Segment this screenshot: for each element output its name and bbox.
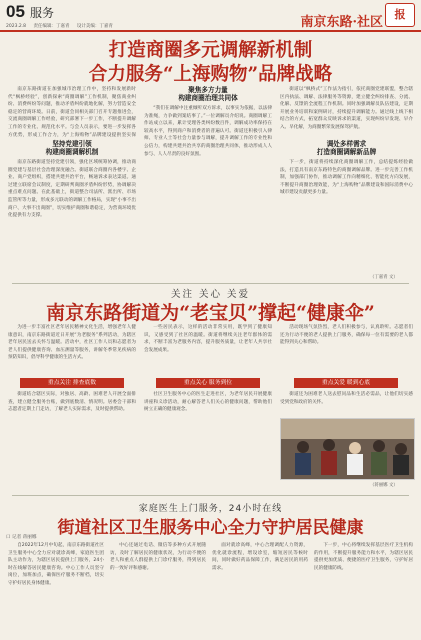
article2-pill-1: 重点关注 排查底数 (20, 378, 124, 388)
newspaper-logo: 报 (385, 3, 415, 27)
article3-column1: 自2022年12月中旬起，南京东路街道社区卫生服务中心全力应对就诊高峰，家庭医生团队主动作为，为辖区居民提供上门服务，24小时在线解答居民健康咨询。中心工作人员坚守岗位，加班加点，确保医疗服务不断档，切实守护好居民身体健康。 (8, 543, 104, 586)
article3-column2: 中心还通过电话、微信等多种方式开展随访，及时了解居民的健康状况，为行动不便的老人和重点人群提供上门诊疗服务，得到居民的一致好评和感谢。 (110, 543, 206, 571)
article2-pill-3: 重点关爱 暖到心底 (294, 378, 398, 388)
article2-column1b: 街道结合辖区实际，对独居、高龄、困难老人开展全面排查，建立健全服务台账，做到底数清、情况明。居委会干部和志愿者定期上门走访，了解老人实际需求，及时提供帮助。 (8, 392, 136, 413)
article1-subhead3: 调处多样需求 打造商圈调解新品牌 (316, 140, 377, 156)
section-name: 服务 (30, 6, 55, 20)
header-date: 2023.2.8 (6, 24, 27, 29)
article2-pill-2: 重点关心 服务到位 (156, 378, 260, 388)
article1-column1: 南京东路街道在加强城市治理工作中，坚持和发展新时代“枫桥经验”，创新探索“商圈调解”工作机制，聚焦商业纠纷、消费纠纷等问题，推动矛盾纠纷就地化解，努力营造安全稳定的营商环境。日前，街道会同相关部门召开专题推进会，交流商圈调解工作经验，研究部署下一步工作，不断提升调解工作的专业化、规范化水平。与会人员表示，要进一步发挥各方优势，形成工作合力，为“上海购物”品牌建设提供坚实保 (8, 87, 136, 138)
article2-photo (280, 418, 415, 480)
header-meta (6, 23, 119, 29)
article3-column3: 面对就诊高峰，中心合理调配人力资源，优化就诊流程，增设诊室，缩短居民等候时间，同时做好药品保障工作，满足居民的用药需求。 (212, 543, 308, 571)
article2-kicker: 关注 关心 关爱 (170, 289, 251, 300)
article2-title: 南京东路街道为“老宝贝”撑起“健康伞” (46, 302, 375, 324)
header-editor: 责任编辑：丁嘉青 (33, 24, 70, 29)
header-designer: 设计美编：丁嘉青 (76, 24, 113, 29)
page-header (0, 0, 421, 30)
article2-column2: 一些居民表示，这样的活动非常实用，既学到了健康知识，又感受到了社区的温暖。街道将继续关注老年群体的需求，不断丰富为老服务内容，提升服务质量，让老年人共享社会发展成果。 (144, 325, 272, 353)
header-rule (0, 30, 421, 32)
article1-title-line2: 合力服务“上海购物”品牌战略 (88, 64, 333, 85)
newspaper-brand: 南京东路·社区 (300, 15, 383, 30)
article3-column4: 下一步，中心将继续发挥基层医疗卫生机构的作用，不断提升服务能力和水平，为辖区居民提供更加优质、便捷的医疗卫生服务，守护好居民的健康防线。 (314, 543, 413, 571)
article3-kicker: 家庭医生上门服务，24小时在线 (138, 504, 283, 514)
article1-column4: 街道以“枫桥式”工作法为指引，依托商圈党建联盟，整合辖区内执法、调解、法律服务等资源，建立健全纠纷排查、分流、化解、反馈的全流程工作机制。同时加强调解员队伍建设，定期开展业务培训和案例研讨，持续提升调解能力。通过线上线下相结合的方式，拓宽群众反映诉求的渠道，实现纠纷早发现、早介入、早化解，为商圈繁荣发展保驾护航。 (280, 87, 413, 130)
article2-column3: 活动现场气氛热烈，老人们积极参与，认真聆听。志愿者们还为行动不便的老人提供上门服务，确保每一位有需要的老人都能得到关心和帮助。 (280, 325, 413, 346)
page-number: 05 (6, 2, 25, 21)
article2-column1: 为进一步丰富社区老年居民精神文化生活，增强老年人健康意识，南京东路街道近日开展“为老服务”系列活动，为辖区老年居民送去关怀与温暖。活动中，社区工作人员和志愿者为老人们提供健康咨询、血压测量等服务，讲解冬季常见疾病的预防知识，倡导科学健康的生活方式。 (8, 325, 136, 361)
article1-column3: “我们在调解中注重倾听双方诉求，以事实为依据，以法律为准绳，力争做到案结事了。”一位调解员介绍说。商圈调解工作站成立以来，累计受理各类纠纷数百件，调解成功率保持在较高水平，得到商户和消费者的普遍认可。街道还积极引入律师、专业人士等社会力量参与调解，提升调解工作的专业性和公信力，构建共建共治共享的商圈治理共同体，推动形成人人参与、人人尽责的良好氛围。 (144, 106, 272, 157)
article3-byline: 口 记者 蒋丽娜 (6, 535, 37, 540)
article1-column2: 南京东路街道坚持党建引领，强化区域统筹协调，推动商圈党建与基层社会治理深度融合。街道联合商圈内各楼宇、企业、商户党组织，搭建共建共治平台，畅通诉求表达渠道。通过建立联席会议制度，定期研判商圈矛盾纠纷形势，协调解决重点难点问题。在此基础上，街道整合司法所、派出所、市场监管所等力量，形成多元联动的调解工作格局，实现“小事不出商户、大事不出商圈”，切实维护商圈和谐稳定，为营商环境优化提供有力支撑。 (8, 160, 136, 219)
article1-subhead2: 聚焦多方力量 构建商圈治理共同体 (178, 86, 238, 102)
article1-author: （丁嘉青 文） (370, 275, 398, 280)
article2-column2b: 社区卫生服务中心的医生走进社区，为老年居民开展健康讲座和义诊活动，耐心解答老人们关心的健康问题，帮助他们树立正确的健康观念。 (144, 392, 272, 413)
article1-column5: 下一步，街道将持续深化商圈调解工作，总结提炼经验做法，打造具有南京东路特色的商圈调解品牌。进一步完善工作机制，加强部门协作，推动调解工作向精细化、智能化方向发展，不断提升商圈治理效能，为“上海购物”品牌建设和国际消费中心城市建设贡献更多力量。 (280, 160, 413, 196)
section-divider-2 (12, 495, 409, 496)
article3-title: 街道社区卫生服务中心全力守护居民健康 (57, 518, 364, 538)
article2-author: （蒋丽娜 文） (370, 483, 398, 488)
article1-subhead1: 坚持党建引领 构建商圈调解机制 (45, 140, 99, 156)
article2-photo-image (281, 419, 414, 479)
article2-column3b: 街道还为困难老人送去慰问品和生活必需品，让他们切实感受到党和政府的关怀。 (280, 392, 413, 405)
section-divider-1 (12, 283, 409, 284)
article1-title-line1: 打造商圈多元调解新机制 (108, 40, 313, 61)
